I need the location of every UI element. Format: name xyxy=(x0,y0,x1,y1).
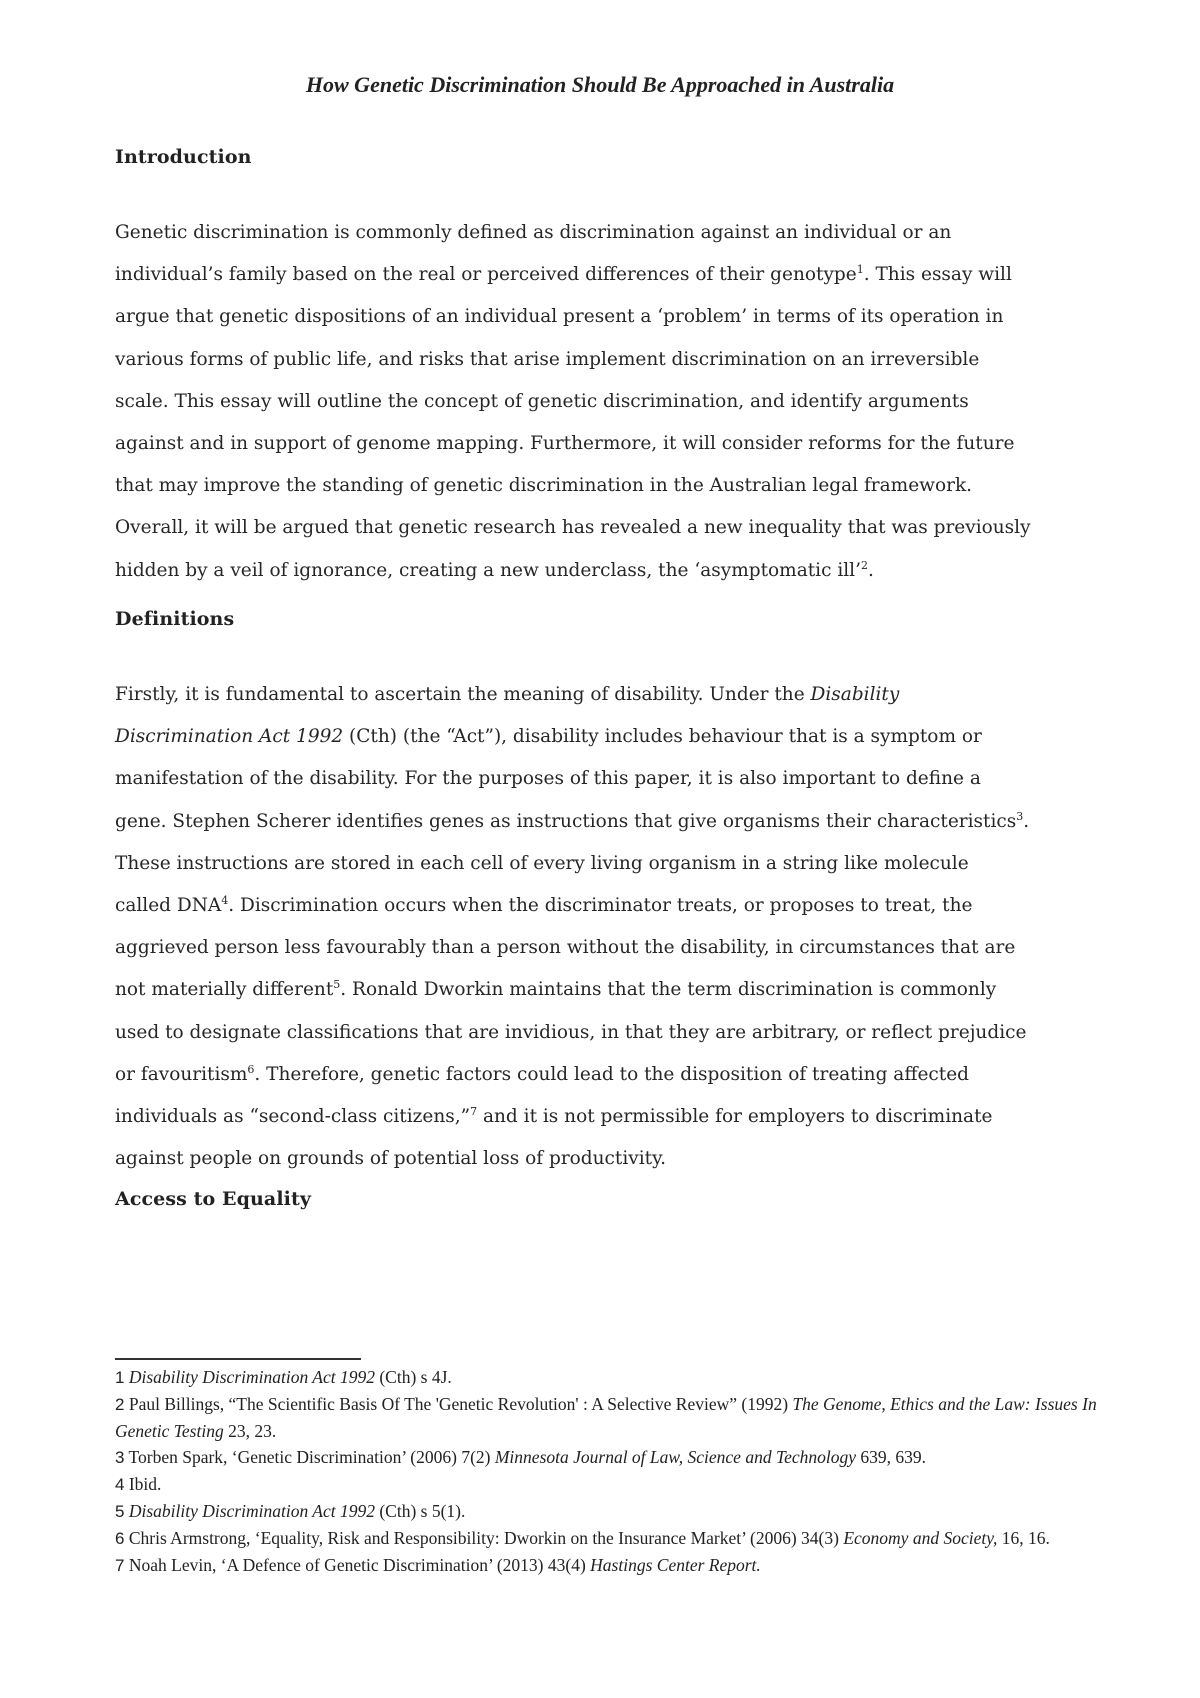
footnote-text: Paul Billings, “The Scientific Basis Of The 'Genetic Revolution' : A Selective Review” (1992) xyxy=(124,1394,793,1414)
footnote-number: 2 xyxy=(115,1395,125,1414)
paragraph-line xyxy=(115,381,1095,423)
line-text: These instructions are stored in each cell of every living organism in a string like molecule xyxy=(115,852,969,874)
footnote-number: 1 xyxy=(115,1368,125,1387)
line-text: . This essay will xyxy=(863,264,1012,286)
line-text: aggrieved person less favourably than a person without the disability, in circumstances that are xyxy=(115,937,1016,959)
footnote-text: 23, 23. xyxy=(223,1421,277,1441)
line-text: gene. Stephen Scherer identifies genes as instructions that give organisms their characteristics xyxy=(115,810,1017,832)
line-text: or favouritism xyxy=(115,1063,248,1085)
footnote-italic: Disability Discrimination Act 1992 xyxy=(128,1367,375,1387)
footnote-ref: 4 xyxy=(221,894,229,908)
line-text: called DNA xyxy=(115,895,222,917)
line-text: . Ronald Dworkin maintains that the term discrimination is commonly xyxy=(340,979,997,1001)
paragraph-line xyxy=(115,969,1095,1011)
footnote-italic: Minnesota Journal of Law, Science and Technology xyxy=(494,1447,856,1467)
paragraph-line xyxy=(115,801,1095,843)
footnotes xyxy=(115,1364,1100,1579)
footnote-text: Ibid. xyxy=(124,1474,162,1494)
footnote-item xyxy=(115,1552,1100,1579)
paragraph-line xyxy=(115,1138,1095,1180)
paragraph-line xyxy=(115,1012,1095,1054)
footnote-text: (Cth) s 4J. xyxy=(374,1367,452,1387)
footnote-ref: 6 xyxy=(247,1062,255,1076)
line-text: used to designate classifications that are invidious, in that they are arbitrary, or reflect prejudice xyxy=(115,1021,1027,1043)
footnote-item xyxy=(115,1471,1100,1498)
paragraph-line xyxy=(115,550,1095,592)
footnote-text: Chris Armstrong, ‘Equality, Risk and Responsibility: Dworkin on the Insurance Market’ (2006) 34(3) xyxy=(124,1528,844,1548)
line-text: Genetic discrimination is commonly defined as discrimination against an individual or an xyxy=(115,222,952,243)
footnote-number: 6 xyxy=(115,1529,125,1548)
footnote-number: 7 xyxy=(115,1556,125,1575)
line-text: (Cth) (the “Act”), disability includes behaviour that is a symptom or xyxy=(343,726,982,748)
definitions-paragraph xyxy=(115,674,1095,1180)
footnote-ref: 7 xyxy=(470,1105,478,1119)
paragraph-line xyxy=(115,212,1095,254)
footnote-italic: The Genome, Ethics and the Law: Issues In Genetic Testing xyxy=(115,1394,1097,1441)
line-text: individuals as “second-class citizens,” xyxy=(115,1106,471,1128)
footnote-item xyxy=(115,1525,1100,1552)
footnote-item xyxy=(115,1444,1100,1471)
paragraph-line xyxy=(115,507,1095,549)
paragraph-line xyxy=(115,758,1095,800)
footnote-ref: 5 xyxy=(333,978,341,992)
line-text: against people on grounds of potential loss of productivity. xyxy=(115,1148,666,1170)
footnote-item xyxy=(115,1364,1100,1391)
line-text: against and in support of genome mapping. Furthermore, it will consider reforms for the future xyxy=(115,433,1015,455)
footnote-italic: Disability Discrimination Act 1992 xyxy=(128,1501,375,1521)
paragraph-line xyxy=(115,339,1095,381)
line-text: that may improve the standing of genetic discrimination in the Australian legal framework. xyxy=(115,475,973,497)
heading-definitions: Definitions xyxy=(115,608,235,630)
paragraph-line xyxy=(115,423,1095,465)
italic-text: Disability xyxy=(810,684,900,705)
footnote-text: (Cth) s 5(1). xyxy=(374,1501,466,1521)
paragraph-line xyxy=(115,843,1095,885)
heading-introduction: Introduction xyxy=(115,146,252,168)
introduction-paragraph xyxy=(115,212,1095,592)
heading-access-to-equality: Access to Equality xyxy=(115,1188,311,1210)
paragraph-line xyxy=(115,1096,1095,1138)
footnote-ref: 3 xyxy=(1016,809,1024,823)
footnote-italic: Economy and Society, xyxy=(843,1528,998,1548)
line-text: Firstly, it is fundamental to ascertain the meaning of disability. Under the xyxy=(115,684,811,705)
footnote-italic: Hastings Center Report. xyxy=(590,1555,761,1575)
line-text: and it is not permissible for employers to discriminate xyxy=(477,1106,993,1128)
line-text: Overall, it will be argued that genetic research has revealed a new inequality that was previously xyxy=(115,517,1031,539)
line-text: manifestation of the disability. For the purposes of this paper, it is also important to define a xyxy=(115,768,981,790)
document-title: How Genetic Discrimination Should Be Approached in Australia xyxy=(305,72,895,97)
paragraph-line xyxy=(115,465,1095,507)
paragraph-line xyxy=(115,716,1095,758)
footnote-number: 3 xyxy=(115,1448,125,1467)
footnote-item xyxy=(115,1498,1100,1525)
footnote-item xyxy=(115,1391,1100,1444)
line-text: hidden by a veil of ignorance, creating a new underclass, the ‘asymptomatic ill’ xyxy=(115,559,861,581)
footnote-text: 16, 16. xyxy=(997,1528,1050,1548)
paragraph-line xyxy=(115,927,1095,969)
footnote-text: Torben Spark, ‘Genetic Discrimination’ (2006) 7(2) xyxy=(124,1447,495,1467)
footnote-text: 639, 639. xyxy=(856,1447,926,1467)
line-text: various forms of public life, and risks that arise implement discrimination on an irreversible xyxy=(115,348,980,370)
footnote-separator xyxy=(115,1358,361,1360)
paragraph-line xyxy=(115,1054,1095,1096)
line-text: . Therefore, genetic factors could lead to the disposition of treating affected xyxy=(254,1063,970,1085)
line-text: . xyxy=(1023,810,1030,832)
footnote-number: 5 xyxy=(115,1502,125,1521)
line-text: . xyxy=(867,559,874,581)
footnote-ref: 1 xyxy=(856,263,864,277)
paragraph-line xyxy=(115,296,1095,338)
line-text: individual’s family based on the real or perceived differences of their genotype xyxy=(115,264,857,286)
footnote-number: 4 xyxy=(115,1475,125,1494)
line-text: scale. This essay will outline the concept of genetic discrimination, and identify arguments xyxy=(115,390,969,412)
footnote-text: Noah Levin, ‘A Defence of Genetic Discrimination’ (2013) 43(4) xyxy=(124,1555,591,1575)
paragraph-line xyxy=(115,674,1095,716)
paragraph-line xyxy=(115,254,1095,296)
footnote-ref: 2 xyxy=(860,558,868,572)
line-text: not materially different xyxy=(115,979,334,1001)
italic-text: Discrimination Act 1992 xyxy=(115,726,344,748)
line-text: . Discrimination occurs when the discriminator treats, or proposes to treat, the xyxy=(228,895,973,917)
paragraph-line xyxy=(115,885,1095,927)
line-text: argue that genetic dispositions of an individual present a ‘problem’ in terms of its operation in xyxy=(115,306,1004,328)
